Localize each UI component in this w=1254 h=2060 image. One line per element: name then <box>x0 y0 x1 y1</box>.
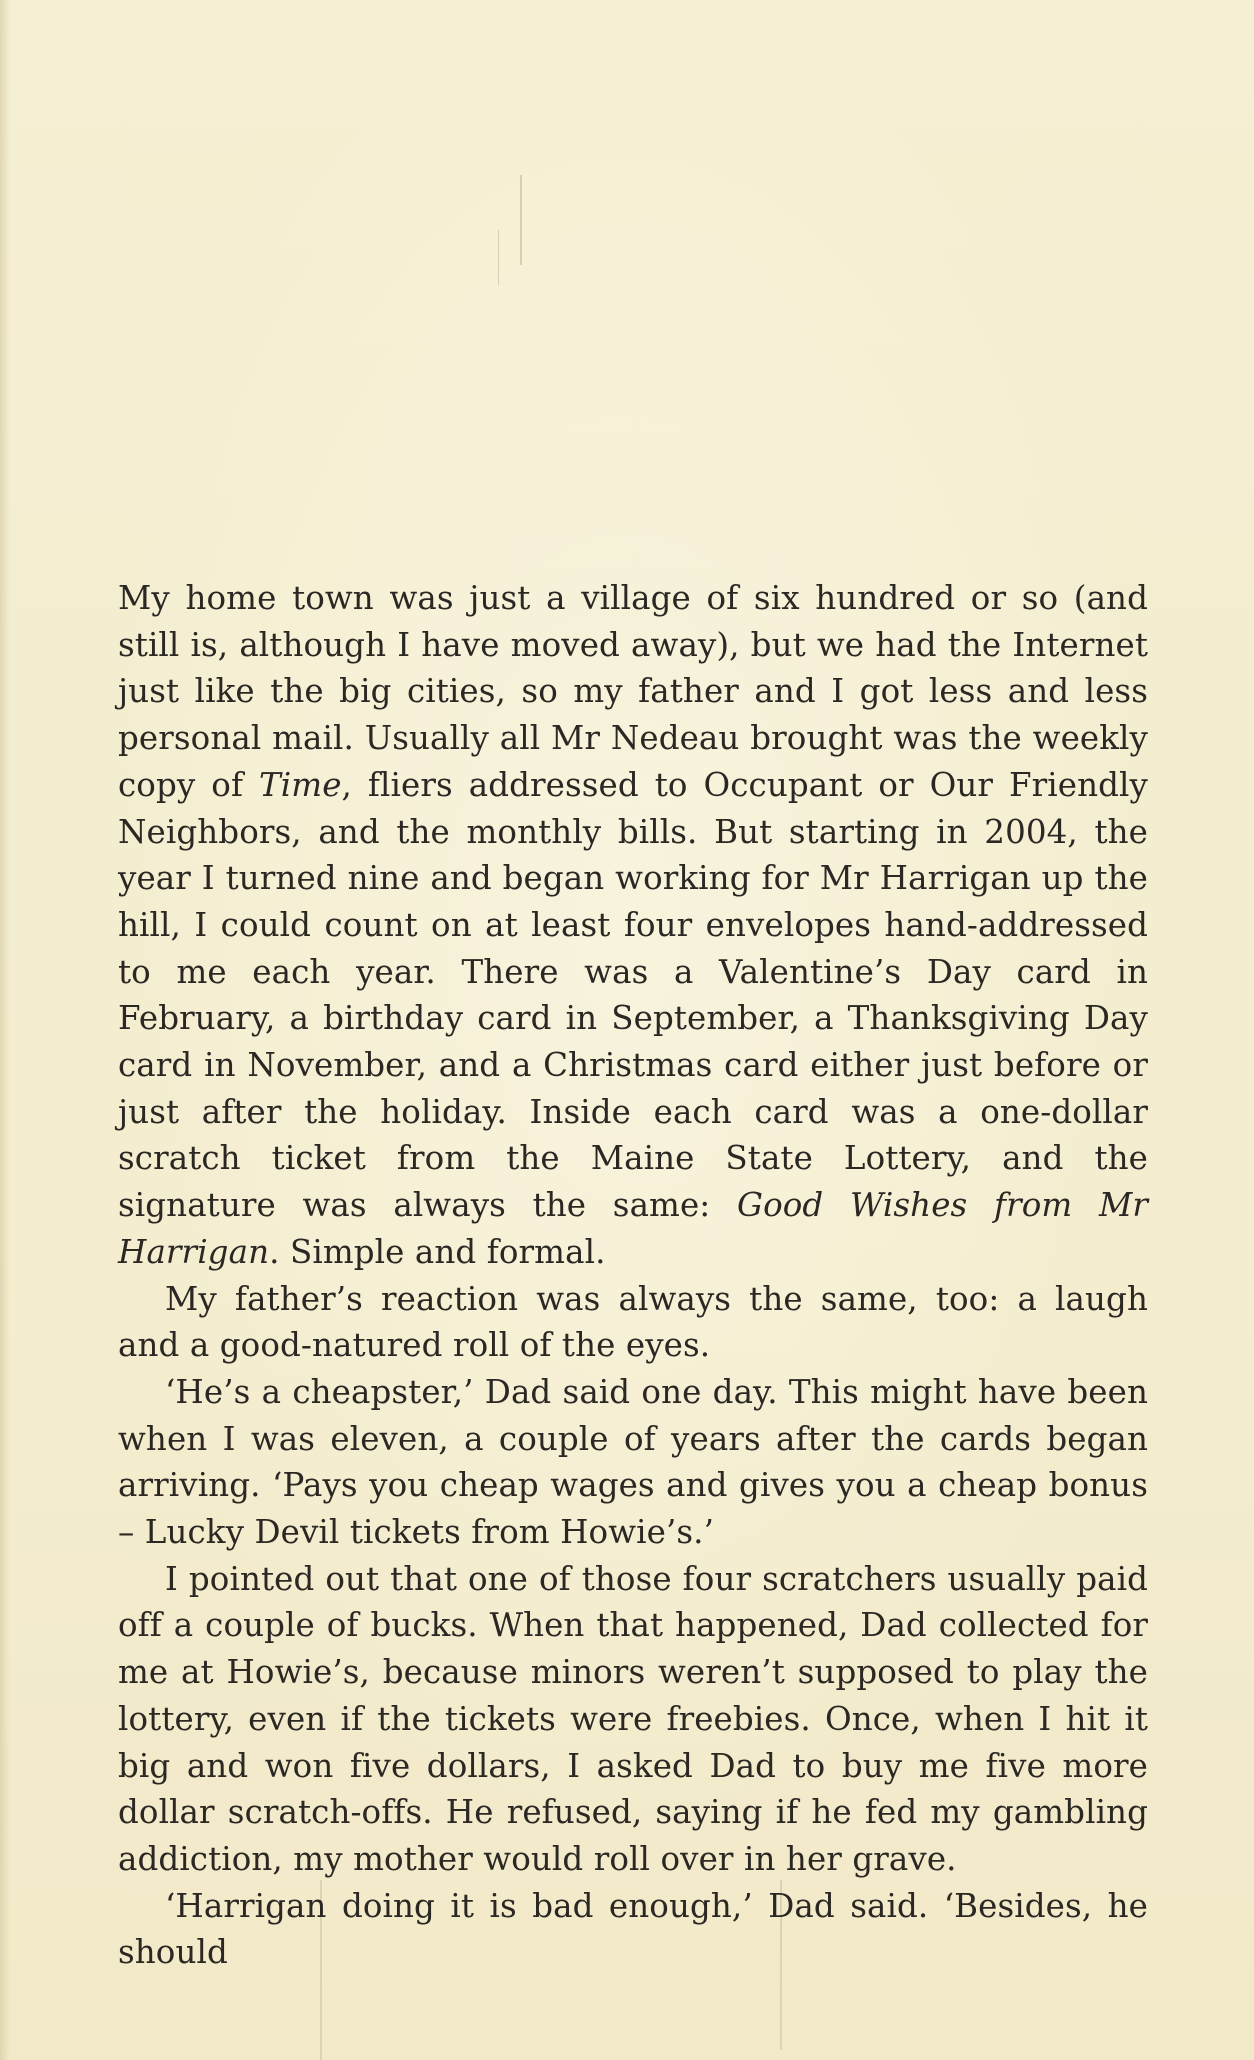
italic-text: Good Wishes from Mr Harrigan <box>118 1186 1149 1271</box>
text-run: ‘He’s a cheapster,’ Dad said one day. This might have been when I was eleven, a couple of years after the cards began arriving. ‘Pays you cheap wages and gives you a cheap bonus – Lucky Devil tickets from Howie’s.’ <box>118 1372 1148 1552</box>
text-run: My father’s reaction was always the same, too: a laugh and a good-natured roll of the eyes. <box>118 1279 1148 1365</box>
paragraph <box>118 575 1148 1276</box>
paragraph <box>118 1883 1148 1976</box>
text-run: My home town was just a village of six hundred or so (and still is, although I have moved away), but we had the Internet just like the big cities, so my father and I got less and less personal mail. Usually all Mr Nedeau brought was the weekly copy of <box>118 579 1148 804</box>
paragraph <box>118 1556 1148 1883</box>
text-run: , fliers addressed to Occupant or Our Friendly Neighbors, and the monthly bills. But starting in 2004, the year I turned nine and began working for Mr Harrigan up the hill, I could count on at least four envelopes hand-addressed to me each year. There was a Valentine’s Day card in February, a birthday card in September, a Thanksgiving Day card in November, and a Christmas card either just before or just after the holiday. Inside each card was a one-dollar scratch ticket from the Maine State Lottery, and the signature was always the same: <box>118 765 1148 1225</box>
paper-crease-mark <box>520 175 522 265</box>
italic-text: Time <box>259 765 342 804</box>
text-run: I pointed out that one of those four scratchers usually paid off a couple of bucks. When that happened, Dad collected for me at Howie’s, because minors weren’t supposed to play the lottery, even if the tickets were freebies. Once, when I hit it big and won five dollars, I asked Dad to buy me five more dollar scratch-offs. He refused, saying if he fed my gambling addiction, my mother would roll over in her grave. <box>118 1559 1148 1878</box>
body-text <box>118 575 1148 1976</box>
paragraph <box>118 1276 1148 1369</box>
text-run: ‘Harrigan doing it is bad enough,’ Dad said. ‘Besides, he should <box>118 1886 1148 1972</box>
text-run: . Simple and formal. <box>269 1232 606 1271</box>
paper-crease-mark <box>498 230 499 285</box>
paragraph <box>118 1369 1148 1556</box>
page-edge-shadow <box>0 0 10 2060</box>
